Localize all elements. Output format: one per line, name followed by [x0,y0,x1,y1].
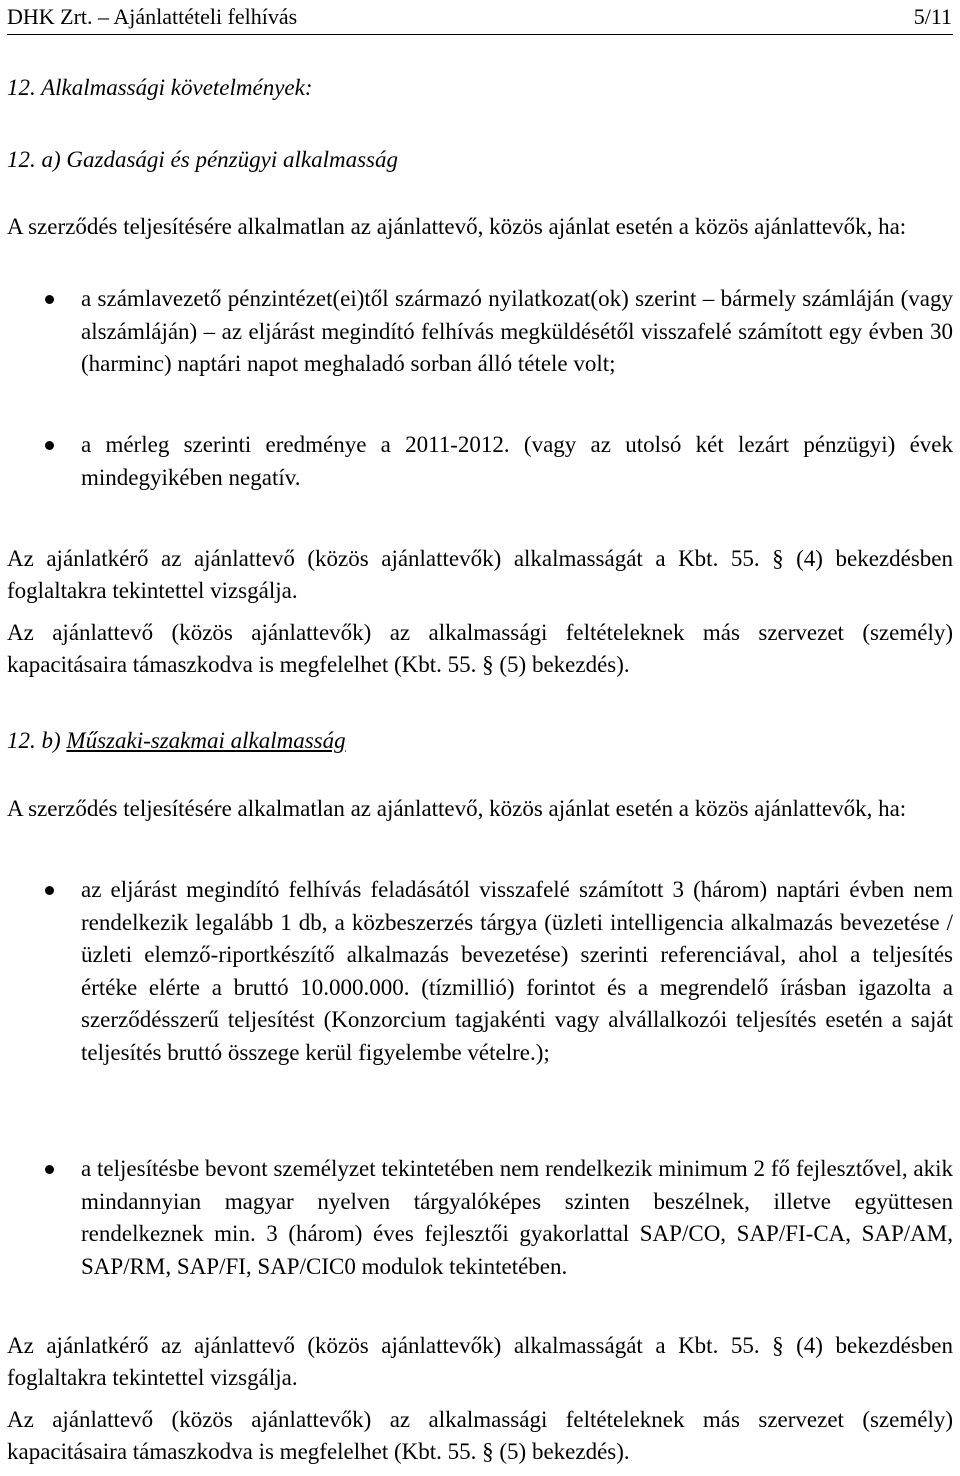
section-b-heading-title: Műszaki-szakmai alkalmasság [66,728,346,753]
header-divider [7,34,953,35]
page-header [7,2,952,32]
page-number: 5/11 [913,4,952,29]
bullet-icon [45,295,54,304]
bullet-icon [45,1165,54,1174]
section-a-bullet-1 [81,283,953,381]
header-title: DHK Zrt. – Ajánlattételi felhívás [7,4,298,29]
bullet-text: a teljesítésbe bevont személyzet tekintetében nem rendelkezik minimum 2 fő fejlesztővel, akik mindannyian magyar nyelven tárgyalóképes szinten beszélnek, illetve együttesen rendelkeznek min. 3 (három) éves fejlesztői gyakorlattal SAP/CO, SAP/FI-CA, SAP/AM, SAP/RM, SAP/FI, SAP/CIC0 modulok tekintetében. [81,1156,953,1279]
section-b-heading [7,725,953,757]
section-a-paragraph-2: Az ajánlattevő (közös ajánlattevők) az alkalmassági feltételeknek más szervezet (személy) kapacitásaira támaszkodva is megfelelhet (Kbt. 55. § (5) bekezdés). [7,620,953,677]
section-b-heading-prefix: 12. b) [7,728,67,753]
section-b-paragraph-1: Az ajánlatkérő az ajánlattevő (közös ajánlattevők) alkalmasságát a Kbt. 55. § (4) bekezdésben foglaltakra tekintettel vizsgálja. [7,1333,953,1390]
bullet-text: a mérleg szerinti eredménye a 2011-2012. (vagy az utolsó két lezárt pénzügyi) évek mindegyikében negatív. [81,432,953,490]
section-b-intro: A szerződés teljesítésére alkalmatlan az ajánlattevő, közös ajánlat esetén a közös ajánlattevők, ha: [7,796,907,821]
section-b-paragraph-2: Az ajánlattevő (közös ajánlattevők) az alkalmassági feltételeknek más szervezet (személy) kapacitásaira támaszkodva is megfelelhet (Kbt. 55. § (5) bekezdés). [7,1407,953,1464]
bullet-icon [45,441,54,450]
section-b-bullet-2 [81,1153,953,1283]
section-a-heading: 12. a) Gazdasági és pénzügyi alkalmasság [7,147,398,172]
bullet-text: az eljárást megindító felhívás feladásától visszafelé számított 3 (három) naptári évben nem rendelkezik legalább 1 db, a közbeszerzés tárgya (üzleti intelligencia alkalmazás bevezetése / üzleti elemző-riportkészítő alkalmazás bevezetése) szerinti referenciával, ahol a teljesítés értéke elérte a bruttó 10.000.000. (tízmillió) forintot és a megrendelő írásban igazolta a szerződésszerű teljesítést (Konzorcium tagjakénti vagy alvállalkozói teljesítés esetén a saját teljesítés bruttó összege kerül figyelembe vételre.); [81,877,953,1065]
section-a-paragraph-1: Az ajánlatkérő az ajánlattevő (közös ajánlattevők) alkalmasságát a Kbt. 55. § (4) bekezdésben foglaltakra tekintettel vizsgálja. [7,546,953,603]
section-b-bullet-1 [81,874,953,1069]
bullet-text: a számlavezető pénzintézet(ei)től származó nyilatkozat(ok) szerint – bármely számláján (vagy alszámláján) – az eljárást megindító felhívás megküldésétől visszafelé számított egy évben 30 (harminc) naptári napot meghaladó sorban álló tétele volt; [81,286,953,376]
bullet-icon [45,886,54,895]
section-title: 12. Alkalmassági követelmények: [7,75,313,100]
section-a-intro: A szerződés teljesítésére alkalmatlan az ajánlattevő, közös ajánlat esetén a közös ajánlattevők, ha: [7,214,907,239]
section-a-bullet-2 [81,429,953,494]
